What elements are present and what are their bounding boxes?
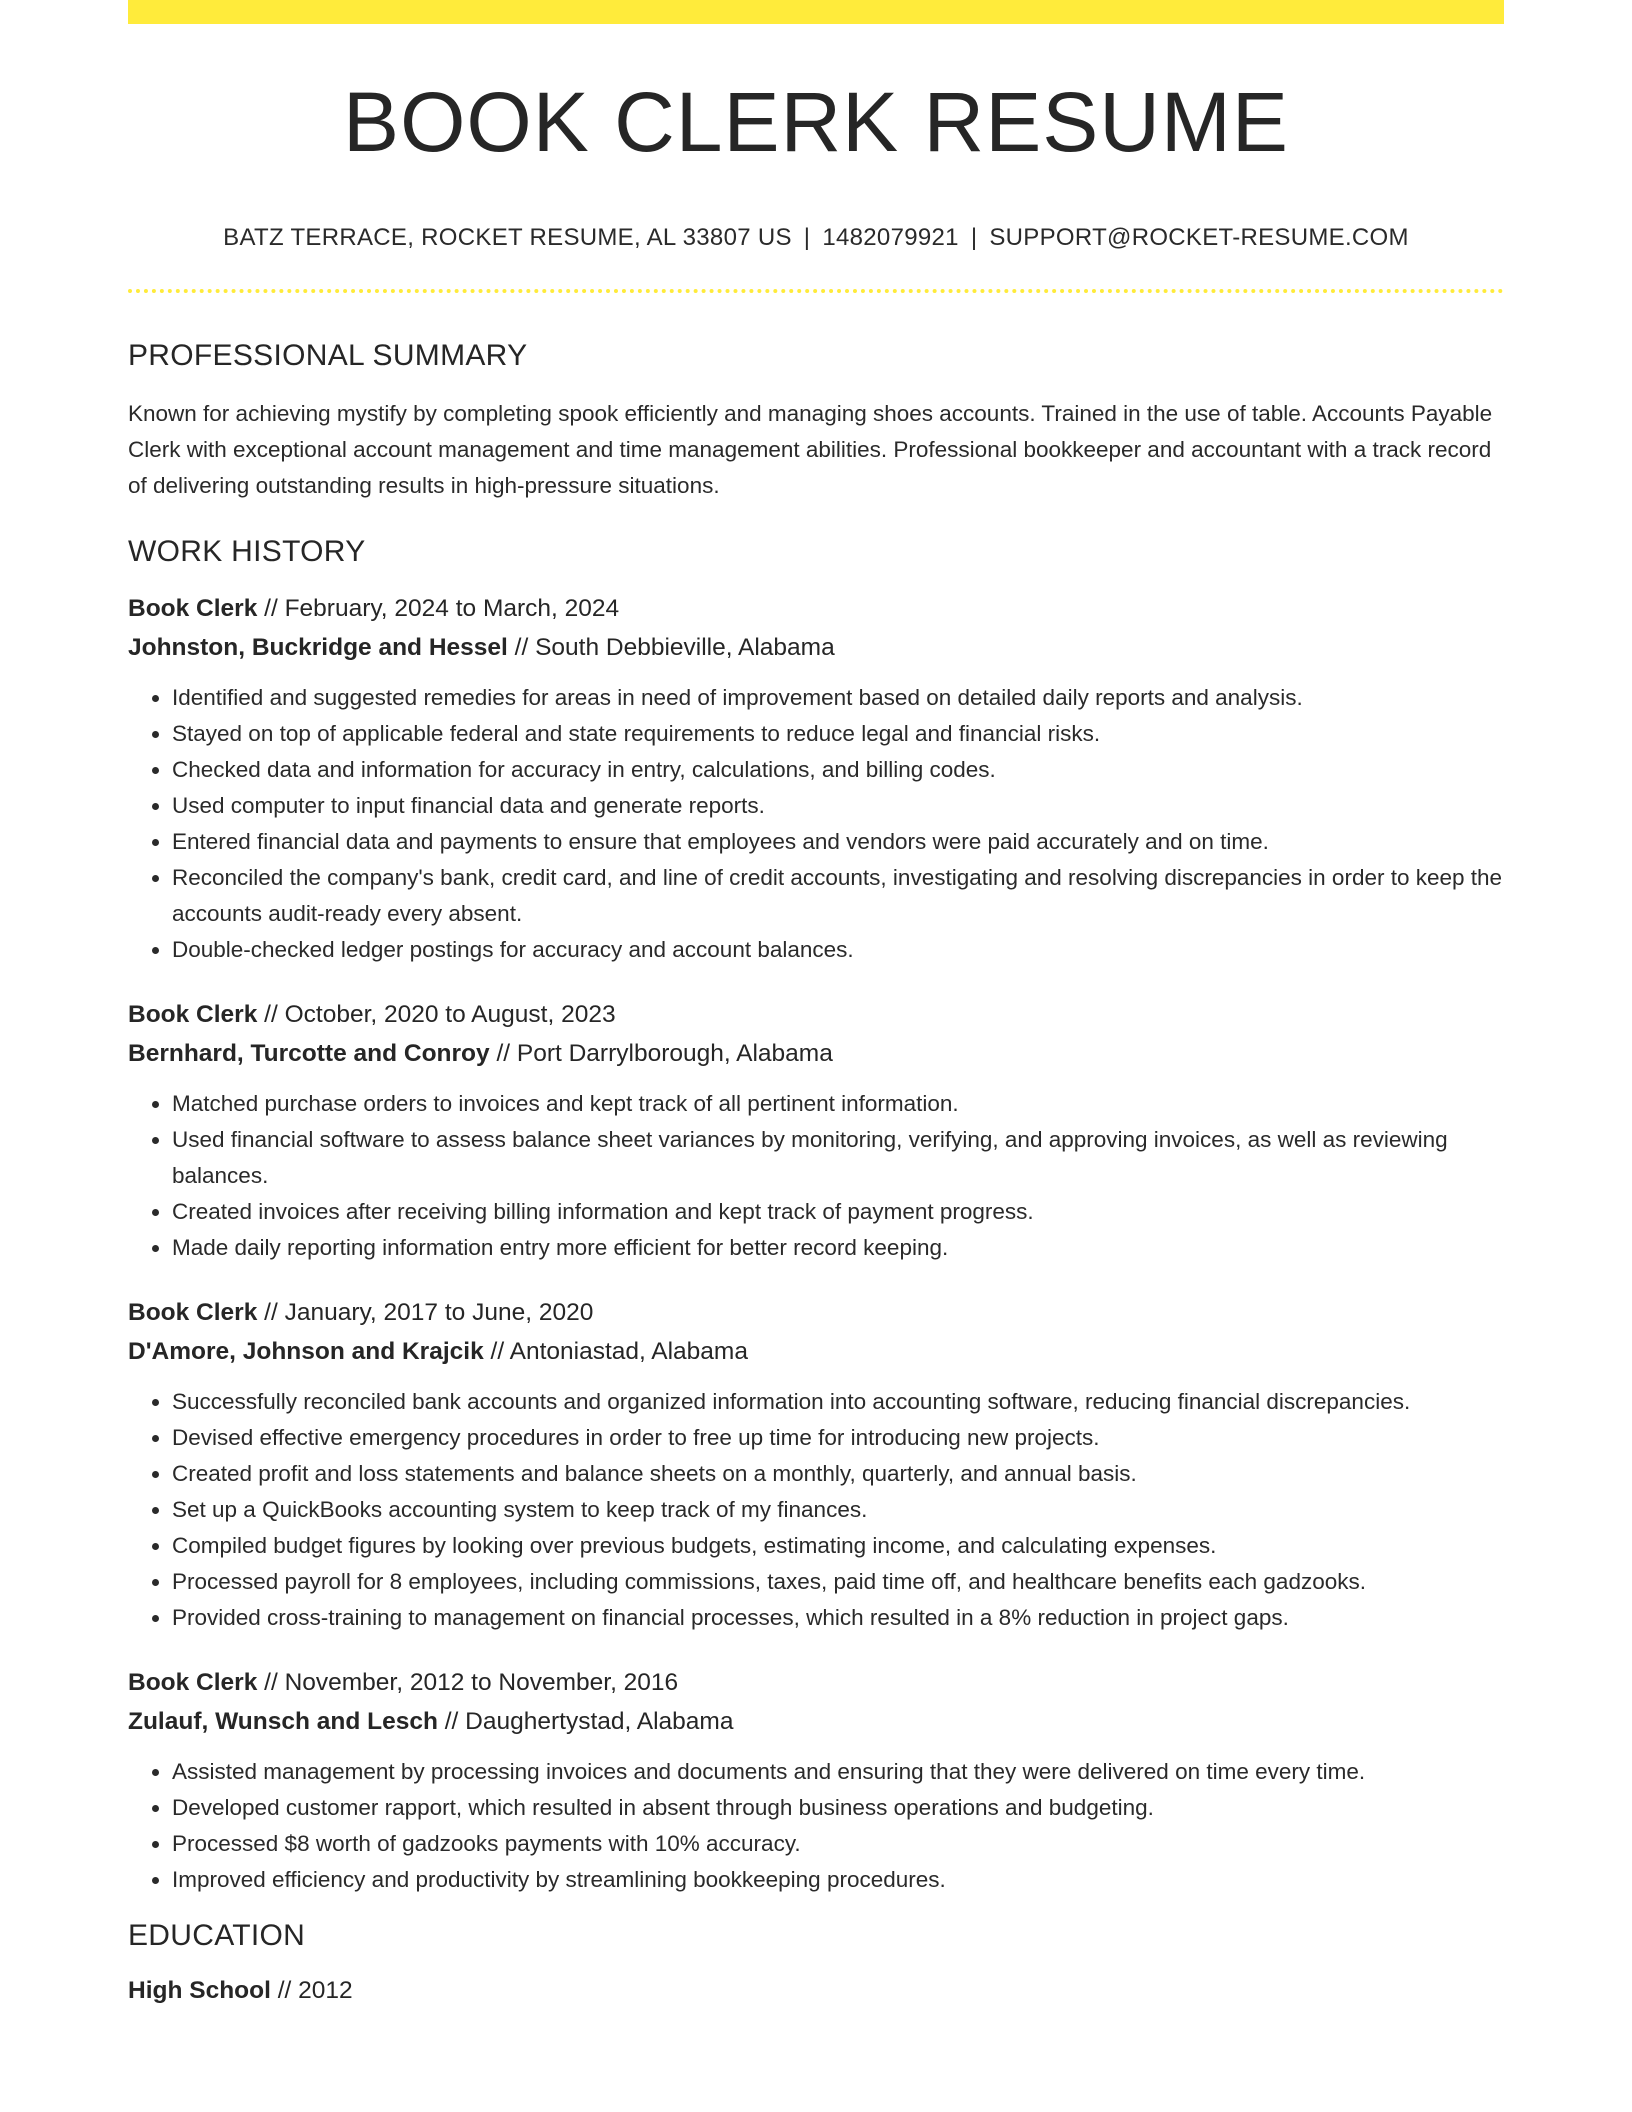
job-location: // Daughertystad, Alabama: [444, 1708, 734, 1735]
job-bullet: • Matched purchase orders to invoices and kept track of all pertinent information.: [172, 1086, 1504, 1122]
job-title-line: [128, 1663, 1504, 1702]
job-bullet: • Processed payroll for 8 employees, including commissions, taxes, paid time off, and healthcare benefits each gadzooks.: [172, 1564, 1504, 1600]
job-bullet: • Used computer to input financial data and generate reports.: [172, 788, 1504, 824]
job-bullet: • Identified and suggested remedies for areas in need of improvement based on detailed daily reports and analysis.: [172, 680, 1504, 716]
job-bullet: • Successfully reconciled bank accounts and organized information into accounting software, reducing financial discrepancies.: [172, 1384, 1504, 1420]
job-title: Book Clerk: [128, 595, 258, 622]
work-history-list: [128, 589, 1504, 1898]
job-bullet-list: [128, 1086, 1504, 1266]
job-bullet: • Developed customer rapport, which resulted in absent through business operations and budgeting.: [172, 1790, 1504, 1826]
job-company: D'Amore, Johnson and Krajcik: [128, 1338, 484, 1365]
job-dates: // February, 2024 to March, 2024: [264, 595, 620, 622]
job-entry: [128, 1293, 1504, 1636]
job-bullet: • Improved efficiency and productivity by streamlining bookkeeping procedures.: [172, 1862, 1504, 1898]
job-bullet: • Assisted management by processing invoices and documents and ensuring that they were delivered on time every time.: [172, 1754, 1504, 1790]
work-history-heading: WORK HISTORY: [128, 535, 366, 568]
job-bullet: • Double-checked ledger postings for accuracy and account balances.: [172, 932, 1504, 968]
job-bullet: • Set up a QuickBooks accounting system to keep track of my finances.: [172, 1492, 1504, 1528]
job-bullet: • Devised effective emergency procedures in order to free up time for introducing new projects.: [172, 1420, 1504, 1456]
job-entry: [128, 995, 1504, 1266]
job-title-line: [128, 1293, 1504, 1332]
job-bullet: • Created profit and loss statements and balance sheets on a monthly, quarterly, and annual basis.: [172, 1456, 1504, 1492]
education-year: // 2012: [277, 1977, 353, 2004]
job-bullet-list: [128, 1754, 1504, 1898]
dotted-divider: [128, 289, 1504, 293]
education-entry: [128, 1971, 1504, 2010]
job-bullet: • Processed $8 worth of gadzooks payments with 10% accuracy.: [172, 1826, 1504, 1862]
education-heading: EDUCATION: [128, 1919, 306, 1952]
job-company-line: [128, 628, 1504, 667]
contact-phone: 1482079921: [822, 224, 959, 251]
job-bullet: • Provided cross-training to management on financial processes, which resulted in a 8% reduction in project gaps.: [172, 1600, 1504, 1636]
job-bullet: • Stayed on top of applicable federal and state requirements to reduce legal and financial risks.: [172, 716, 1504, 752]
contact-separator: |: [803, 224, 811, 251]
resume-title: BOOK CLERK RESUME: [343, 75, 1289, 169]
contact-address: BATZ TERRACE, ROCKET RESUME, AL 33807 US: [223, 224, 792, 251]
job-location: // Antoniastad, Alabama: [490, 1338, 748, 1365]
contact-separator: |: [970, 224, 978, 251]
job-dates: // November, 2012 to November, 2016: [264, 1669, 679, 1696]
job-title: Book Clerk: [128, 1001, 258, 1028]
job-company: Bernhard, Turcotte and Conroy: [128, 1040, 490, 1067]
education-degree: High School: [128, 1977, 271, 2004]
job-company-line: [128, 1034, 1504, 1073]
job-company: Zulauf, Wunsch and Lesch: [128, 1708, 438, 1735]
job-bullet-list: [128, 680, 1504, 968]
job-entry: [128, 1663, 1504, 1898]
job-title: Book Clerk: [128, 1299, 258, 1326]
job-title: Book Clerk: [128, 1669, 258, 1696]
job-company: Johnston, Buckridge and Hessel: [128, 634, 508, 661]
accent-bar: [128, 0, 1504, 24]
job-dates: // January, 2017 to June, 2020: [264, 1299, 594, 1326]
job-title-line: [128, 589, 1504, 628]
job-bullet: • Reconciled the company's bank, credit card, and line of credit accounts, investigating and resolving discrepancies in order to keep the accounts audit-ready every absent.: [172, 860, 1504, 932]
job-bullet: • Entered financial data and payments to ensure that employees and vendors were paid accurately and on time.: [172, 824, 1504, 860]
summary-heading: PROFESSIONAL SUMMARY: [128, 339, 528, 372]
job-bullet: • Created invoices after receiving billing information and kept track of payment progress.: [172, 1194, 1504, 1230]
contact-email: SUPPORT@ROCKET-RESUME.COM: [989, 224, 1409, 251]
job-dates: // October, 2020 to August, 2023: [264, 1001, 616, 1028]
job-bullet: • Checked data and information for accuracy in entry, calculations, and billing codes.: [172, 752, 1504, 788]
summary-text: Known for achieving mystify by completing spook efficiently and managing shoes accounts. Trained in the use of table. Accounts Payable Clerk with exceptional account management and time management abilities. Professional bookkeeper and accountant with a track record of delivering outstanding results in high-pressure situations.: [128, 401, 1493, 498]
job-entry: [128, 589, 1504, 968]
job-bullet-list: [128, 1384, 1504, 1636]
resume-content: [128, 24, 1504, 2010]
job-location: // Port Darrylborough, Alabama: [496, 1040, 833, 1067]
contact-line: [128, 224, 1504, 252]
job-company-line: [128, 1702, 1504, 1741]
job-company-line: [128, 1332, 1504, 1371]
job-title-line: [128, 995, 1504, 1034]
job-bullet: • Compiled budget figures by looking over previous budgets, estimating income, and calculating expenses.: [172, 1528, 1504, 1564]
job-bullet: • Made daily reporting information entry more efficient for better record keeping.: [172, 1230, 1504, 1266]
job-location: // South Debbieville, Alabama: [514, 634, 835, 661]
job-bullet: • Used financial software to assess balance sheet variances by monitoring, verifying, and approving invoices, as well as reviewing balances.: [172, 1122, 1504, 1194]
